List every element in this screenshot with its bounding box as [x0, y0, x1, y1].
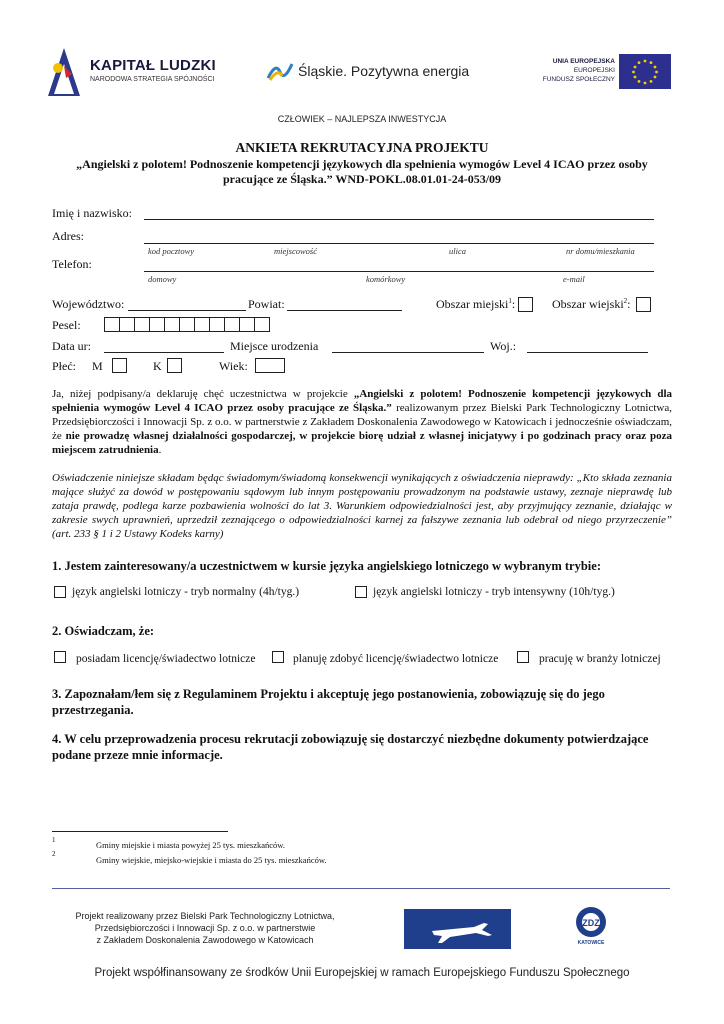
phone-field[interactable] — [144, 271, 654, 272]
female-checkbox[interactable] — [167, 358, 182, 373]
decl-part-c: realizowanym przez Bielski Park Technologiczny Lotnictwa, Przedsiębiorczości i Innowacji Sp. z o.o. w partnerstwie z Zakładem Doskonalenia Zawodowego w Katowicach i jednocześnie oświadczam, że — [52, 402, 672, 442]
age-field[interactable] — [255, 358, 285, 373]
kapital-ludzki-title: KAPITAŁ LUDZKI — [90, 57, 216, 74]
male-checkbox[interactable] — [112, 358, 127, 373]
woj-field[interactable] — [527, 352, 648, 353]
rural-area-label: Obszar wiejski$^2$: — [552, 297, 631, 311]
footer-line3: z Zakładem Doskonalenia Zawodowego w Katowicach — [96, 935, 314, 945]
age-label: Wiek: — [219, 359, 248, 373]
male-label: M — [92, 359, 103, 373]
cofinancing-note: Projekt współfinansowany ze środków Unii Europejskiej w ramach Europejskiego Funduszu Społecznego — [94, 967, 630, 979]
mobile-phone-hint: komórkowy — [366, 274, 406, 284]
pesel-digit-box[interactable] — [194, 317, 210, 332]
urban-area-sup: 1 — [508, 297, 512, 305]
decl-project-name: „Angielski z polotem! Podnoszenie kompetencji językowych dla spełnienia wymogów Level 4 ICAO przez osoby pracujące ze Śląska.” — [52, 388, 672, 414]
decl-statement: nie prowadzę własnej działalności gospodarczej, w projekcie biorę udział z własnej inicjatywy i po godzinach pracy oraz poza miejscem zatrudnienia — [52, 430, 672, 456]
decl-part-a: Ja, niżej podpisany/a deklaruję chęć uczestnictwa w projekcie — [52, 388, 354, 400]
footnote-2-number: 2 — [52, 850, 56, 858]
tagline: CZŁOWIEK – NAJLEPSZA INWESTYCJA — [277, 114, 447, 124]
question-4: 4. W celu przeprowadzenia procesu rekrutacji zobowiązuję się dostarczyć niezbędne dokumenty potwierdzające podane przeze mnie informacje. — [52, 732, 649, 762]
ue-line3: FUNDUSZ SPOŁECZNY — [542, 76, 615, 83]
footer-line2: Przedsiębiorczości i Innowacji Sp. z o.o. w partnerstwie — [94, 923, 316, 933]
woj-label: Woj.: — [490, 339, 517, 353]
subtitle-line2: pracujące ze Śląska.” WND-POKL.08.01.01-24-053/09 — [222, 172, 502, 186]
slaskie-logo-icon — [266, 60, 294, 82]
voivodeship-field[interactable] — [128, 310, 246, 311]
legal-statement: Oświadczenie niniejsze składam będąc świadomym/świadomą konsekwencji wynikających z oświadczenia nieprawdy: „Kto składa zeznania mające służyć za dowód w postępowaniu sądowym lub innym postępowaniu prowadzonym na podstawie ustawy, zeznaje nieprawdę lub zataja prawdę, podlega karze pozbawienia wolności do lat 3. Warunkiem odpowiedzialności jest, aby przyjmujący zeznanie, działając w zakresie swych uprawnień, uprzedził zeznającego o odpowiedzialności karnej za fałszywe zeznania lub odebrał od niego przyrzeczenie” (art. 233 § 1 i 2 Ustawy Kodeks karny) — [52, 472, 672, 540]
decl-part-e: . — [158, 444, 162, 456]
zdz-logo-label: KATOWICE — [577, 940, 605, 946]
kapital-ludzki-subtitle: NARODOWA STRATEGIA SPÓJNOŚCI — [90, 76, 215, 83]
project-subtitle — [60, 157, 664, 187]
page-title: ANKIETA REKRUTACYJNA PROJEKTU — [235, 140, 489, 155]
footer-divider — [52, 888, 670, 889]
eu-flag-icon — [619, 54, 671, 89]
q1-intensive-checkbox[interactable] — [355, 586, 367, 598]
district-field[interactable] — [287, 310, 402, 311]
pesel-digit-box[interactable] — [254, 317, 270, 332]
phone-label: Telefon: — [52, 257, 92, 271]
ue-line2: EUROPEJSKI — [573, 67, 615, 74]
q1-normal-label: język angielski lotniczy - tryb normalny (4h/tyg.) — [72, 586, 300, 598]
footnote-2-text: Gminy wiejskie, miejsko-wiejskie i miasta do 25 tys. mieszkańców. — [96, 855, 327, 865]
birth-date-field[interactable] — [104, 352, 224, 353]
house-number-hint: nr domu/mieszkania — [566, 246, 635, 256]
sex-label: Płeć: — [52, 359, 76, 373]
question-3: 3. Zapoznałam/łem się z Regulaminem Projektu i akceptuję jego postanowienia, zobowiązuję się do jego przestrzegania. — [52, 687, 605, 717]
urban-area-checkbox[interactable] — [518, 297, 533, 312]
svg-text:ZDZ: ZDZ — [582, 918, 600, 928]
pesel-digit-box[interactable] — [209, 317, 225, 332]
street-hint: ulica — [449, 246, 466, 256]
pesel-digit-box[interactable] — [164, 317, 180, 332]
pesel-input[interactable] — [104, 317, 267, 332]
q2-plan-label: planuję zdobyć licencję/świadectwo lotnicze — [293, 653, 499, 665]
email-hint: e-mail — [563, 274, 585, 284]
birth-place-field[interactable] — [332, 352, 484, 353]
q2-work-label: pracuję w branży lotniczej — [539, 653, 661, 665]
question-1-title: 1. Jestem zainteresowany/a uczestnictwem w kursie języka angielskiego lotniczego w wybranym trybie: — [52, 559, 601, 573]
pesel-digit-box[interactable] — [104, 317, 120, 332]
pesel-digit-box[interactable] — [239, 317, 255, 332]
birth-date-label: Data ur: — [52, 339, 91, 353]
footer-line1: Projekt realizowany przez Bielski Park Technologiczny Lotnictwa, — [75, 911, 335, 921]
pesel-label: Pesel: — [52, 318, 81, 332]
airplane-logo-icon — [404, 909, 511, 949]
q2-license-label: posiadam licencję/świadectwo lotnicze — [76, 653, 256, 665]
pesel-digit-box[interactable] — [134, 317, 150, 332]
pesel-digit-box[interactable] — [149, 317, 165, 332]
q2-plan-checkbox[interactable] — [272, 651, 284, 663]
birth-place-label: Miejsce urodzenia — [230, 339, 319, 353]
q2-license-checkbox[interactable] — [54, 651, 66, 663]
q1-normal-checkbox[interactable] — [54, 586, 66, 598]
name-field[interactable] — [144, 219, 654, 220]
rural-area-sup: 2 — [623, 297, 628, 305]
ue-label — [535, 57, 615, 84]
address-field[interactable] — [144, 243, 654, 244]
postal-code-hint: kod pocztowy — [148, 246, 195, 256]
question-2-title: 2. Oświadczam, że: — [52, 624, 155, 638]
rural-area-checkbox[interactable] — [636, 297, 651, 312]
pesel-digit-box[interactable] — [179, 317, 195, 332]
kapital-ludzki-logo-icon — [44, 44, 84, 98]
name-label: Imię i nazwisko: — [52, 206, 132, 220]
ue-line1: UNIA EUROPEJSKA — [552, 58, 615, 65]
q2-work-checkbox[interactable] — [517, 651, 529, 663]
address-label: Adres: — [52, 229, 84, 243]
pesel-digit-box[interactable] — [119, 317, 135, 332]
urban-area-label: Obszar miejski$^1$: — [436, 297, 516, 311]
footnote-1-text: Gminy miejskie i miasta powyżej 25 tys. mieszkańców. — [96, 840, 286, 850]
subtitle-line1: „Angielski z polotem! Podnoszenie kompetencji językowych dla spełnienia wymogów Level 4 ICAO przez osoby — [76, 157, 648, 171]
footnote-divider — [52, 831, 228, 832]
q1-intensive-label: język angielski lotniczy - tryb intensywny (10h/tyg.) — [373, 586, 615, 598]
district-label: Powiat: — [248, 297, 285, 311]
slaskie-slogan: Śląskie. Pozytywna energia — [298, 63, 470, 79]
city-hint: miejscowość — [274, 246, 317, 256]
home-phone-hint: domowy — [148, 274, 177, 284]
footnote-1-number: 1 — [52, 836, 56, 844]
urban-area-text: Obszar miejski — [436, 297, 509, 311]
voivodeship-label: Województwo: — [52, 297, 125, 311]
female-label: K — [153, 359, 162, 373]
declaration-paragraph — [52, 387, 672, 457]
rural-area-text: Obszar wiejski — [552, 297, 624, 311]
footer-implementer — [50, 910, 360, 946]
pesel-digit-box[interactable] — [224, 317, 240, 332]
